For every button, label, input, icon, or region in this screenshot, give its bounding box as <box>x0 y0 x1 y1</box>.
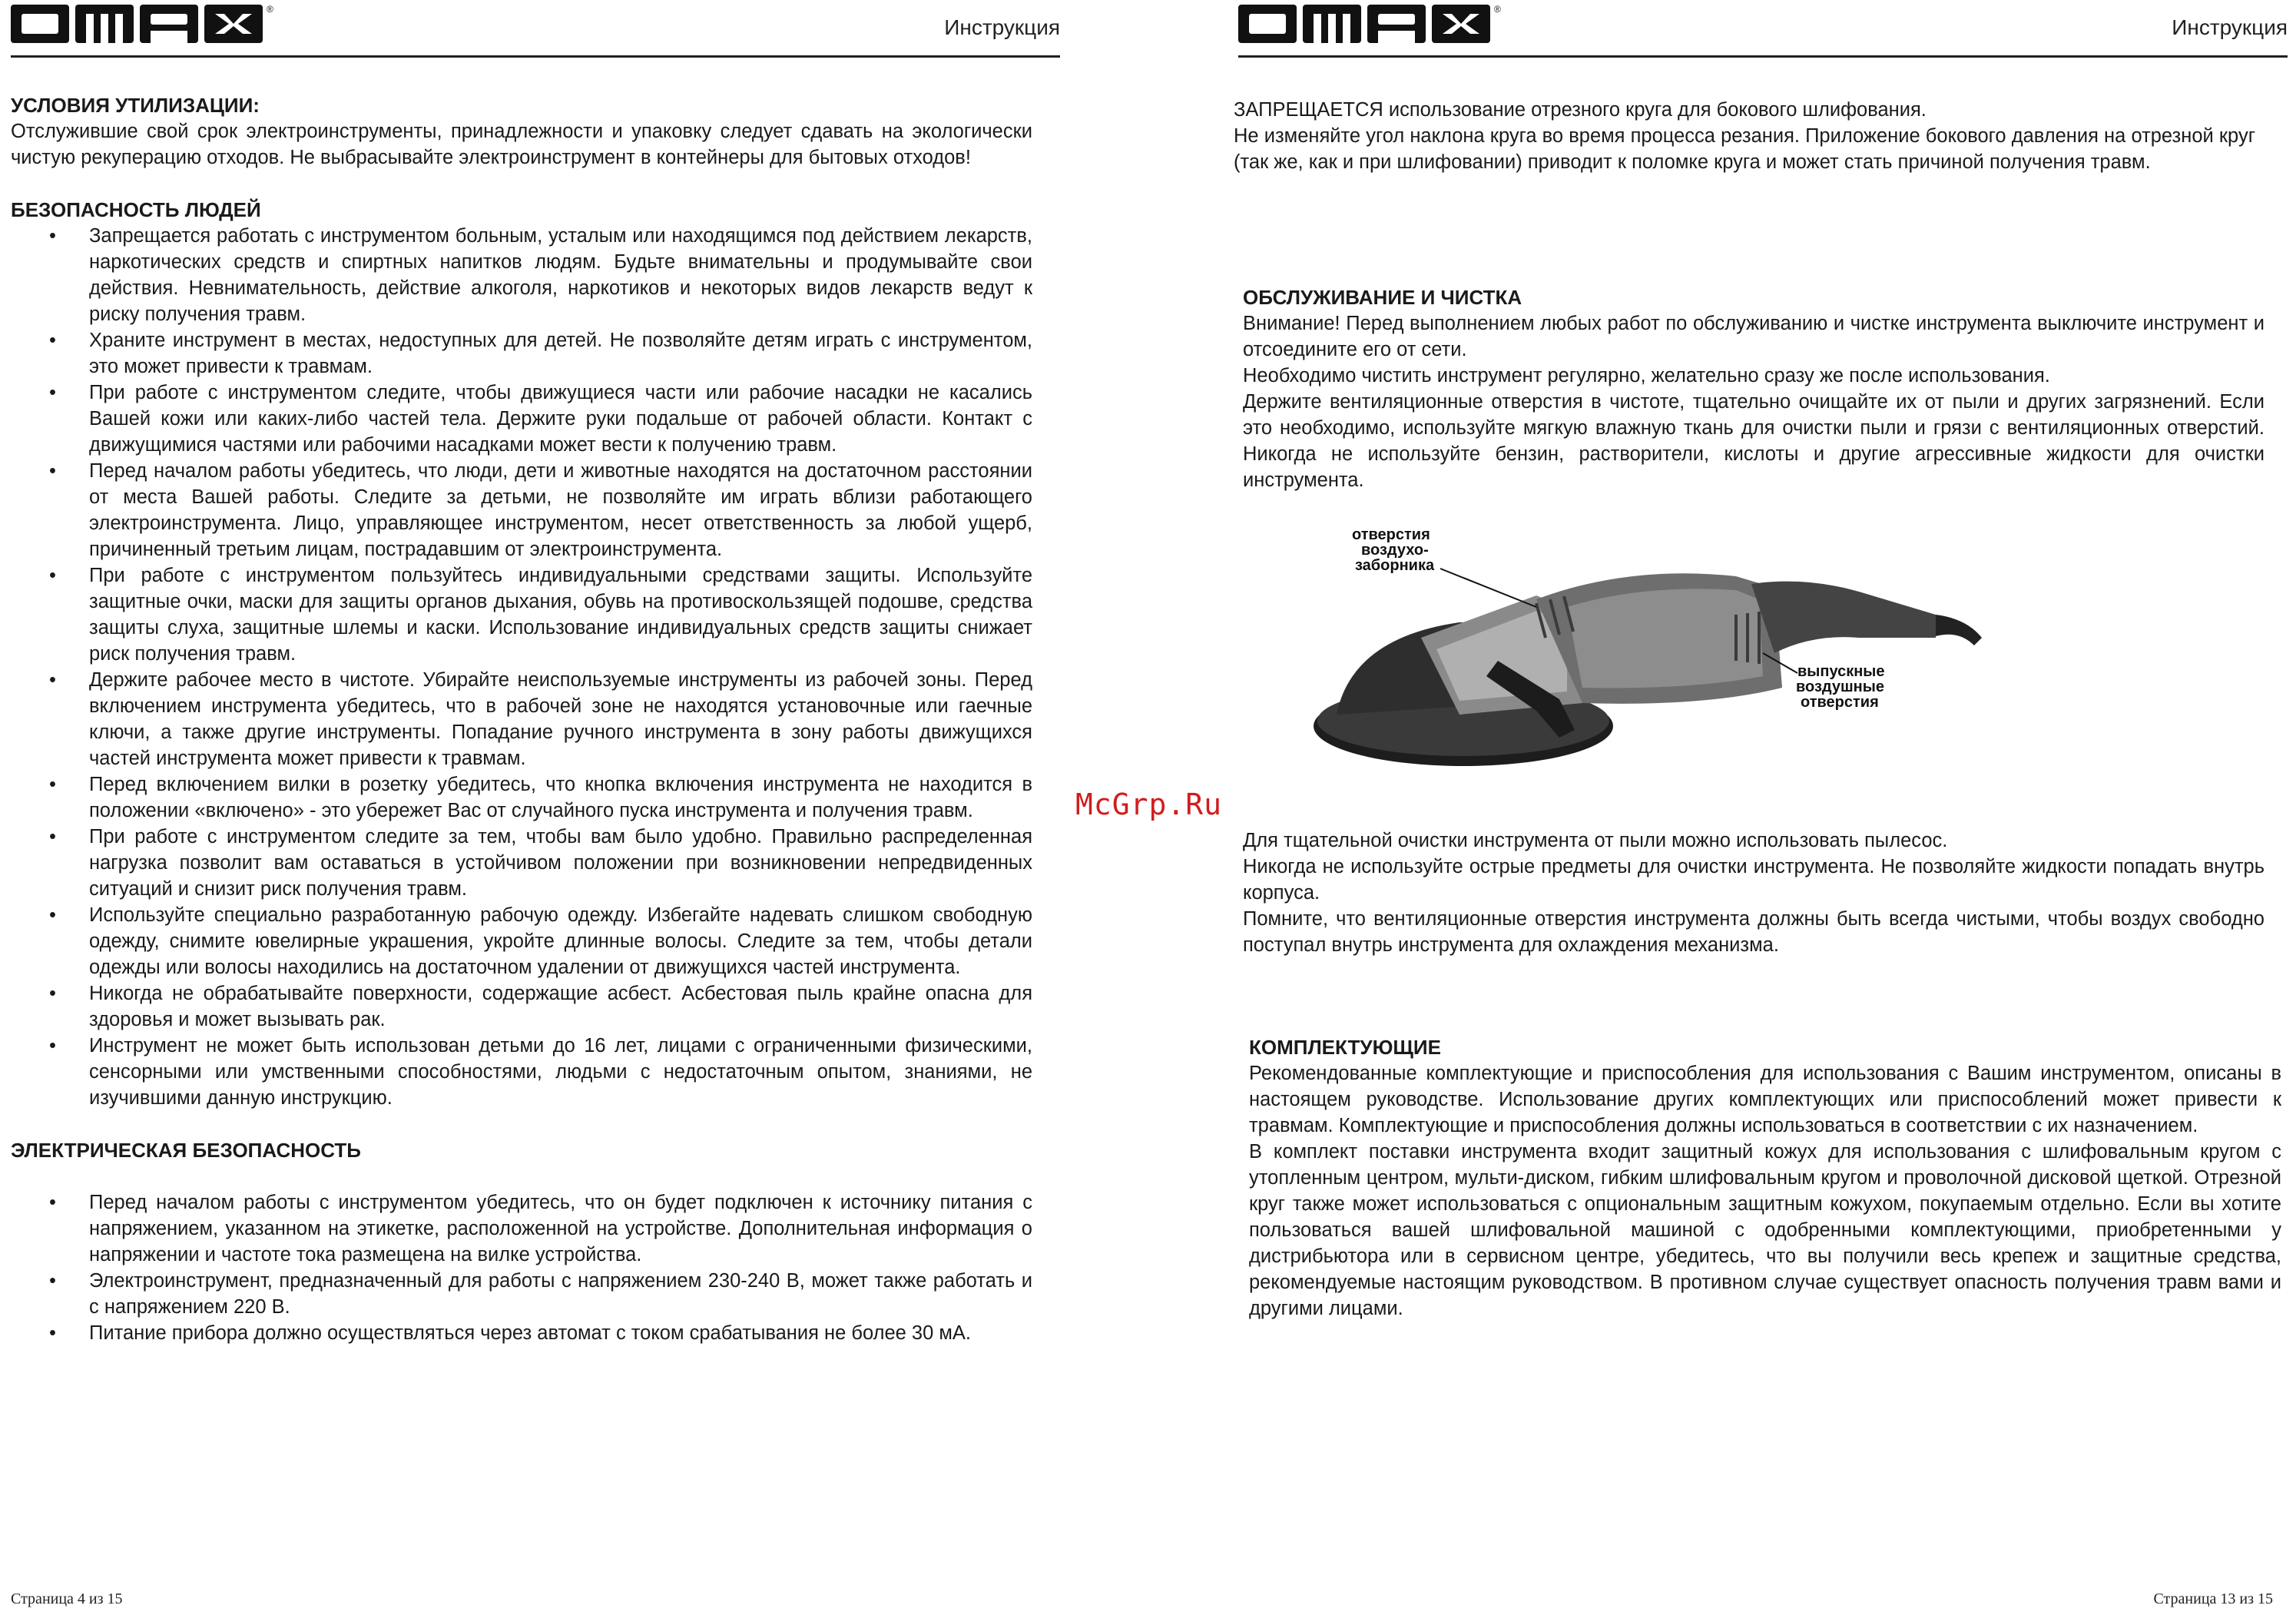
personal-safety-list <box>11 223 1032 1111</box>
list-item: • Никогда не обрабатывайте поверхности, содержащие асбест. Асбестовая пыль крайне опасна для здоровья и может вызывать рак. <box>11 980 1032 1033</box>
svg-text:®: ® <box>1494 4 1501 15</box>
disposal-text: Отслужившие свой срок электроинструменты, принадлежности и упаковку следует сдавать на экологически чистую рекуперацию отходов. Не выбрасывайте электроинструмент в контейнеры для бытовых отходов! <box>11 121 1032 168</box>
section-title-maintenance: ОБСЛУЖИВАНИЕ И ЧИСТКА <box>1243 286 1522 309</box>
header-title: Инструкция <box>944 15 1060 39</box>
list-item: • Запрещается работать с инструментом больным, усталым или находящимся под действием лекарств, наркотических средств и спиртных напитков людям. Будьте внимательны и продумывайте свои действия. Невнимательность, действие алкоголя, наркотиков и некоторых видов лекарств ведут к риску получения травм. <box>11 223 1032 327</box>
left-page <box>0 0 1075 1612</box>
right-page-header <box>1238 0 2288 58</box>
list-item: • Электроинструмент, предназначенный для работы с напряжением 230-240 В, может также работать и с напряжением 220 В. <box>11 1268 1032 1320</box>
maintenance-p2: Необходимо чистить инструмент регулярно, желательно сразу же после использования. <box>1243 365 2050 386</box>
cleaning-p1: Для тщательной очистки инструмента от пыли можно использовать пылесос. <box>1243 830 1948 851</box>
section-title-personal-safety: БЕЗОПАСНОСТЬ ЛЮДЕЙ <box>11 198 261 221</box>
list-item: • Используйте специально разработанную рабочую одежду. Избегайте надевать слишком свободную одежду, снимите ювелирные украшения, укройте длинные волосы. Следите за тем, чтобы детали одежды или волосы находились на достаточном удалении от движущихся частей инструмента. <box>11 902 1032 980</box>
svg-text:®: ® <box>267 4 273 15</box>
list-item: • Перед началом работы с инструментом убедитесь, что он будет подключен к источнику питания с напряжением, указанном на этикетке, расположенной на устройстве. Дополнительная информация о напряжении и частоте тока размещена на вилке устройства. <box>11 1189 1032 1268</box>
cutting-warning-block <box>1234 97 2255 175</box>
svg-text:воздушные: воздушные <box>1796 678 1884 695</box>
section-title-electrical-safety: ЭЛЕКТРИЧЕСКАЯ БЕЗОПАСНОСТЬ <box>11 1139 361 1162</box>
angle-grinder-figure <box>1306 522 1997 784</box>
svg-text:воздухо-: воздухо- <box>1361 542 1429 559</box>
watermark: McGrp.Ru <box>1075 788 1223 821</box>
svg-text:отверстия: отверстия <box>1352 526 1430 543</box>
cutting-warning-line2: Не изменяйте угол наклона круга во время процесса резания. Приложение бокового давления на отрезной круг (так же, как и при шлифовании) приводит к поломке круга и может стать причиной получения травм. <box>1234 125 2255 173</box>
list-item: • При работе с инструментом следите за тем, чтобы вам было удобно. Правильно распределенная нагрузка позволит вам оставаться в устойчивом положении при возникновении непредвиденных ситуаций и снизит риск получения травм. <box>11 824 1032 902</box>
header-title: Инструкция <box>2172 15 2288 39</box>
maintenance-p3: Держите вентиляционные отверстия в чистоте, тщательно очищайте их от пыли и других загрязнений. Если это необходимо, используйте мягкую влажную ткань для очистки пыли и грязи с вентиляционных отверстий. Никогда не используйте бензин, растворители, кислоты и другие агрессивные жидкости для очистки инструмента. <box>1243 391 2265 491</box>
section-title-accessories: КОМПЛЕКТУЮЩИЕ <box>1249 1036 1441 1059</box>
omax-logo <box>1238 3 1507 48</box>
right-page <box>1229 0 2296 1612</box>
cleaning-p2: Никогда не используйте острые предметы для очистки инструмента. Не позволяйте жидкости попадать внутрь корпуса. <box>1243 856 2265 904</box>
left-page-body <box>11 92 1032 1346</box>
electrical-safety-list <box>11 1189 1032 1346</box>
accessories-p2: В комплект поставки инструмента входит защитный кожух для использования с шлифовальным кругом с утопленным центром, мульти-диском, гибким шлифовальным кругом и проволочной дисковой щеткой. Отрезной круг также может использоваться с опциональным защитным кожухом, покупаемым отдельно. Если вы хотите пользоваться вашей шлифовальной машиной с одобренными комплектующими, приобретенными у дистрибьютора или в сервисном центре, убедитесь, что вы получили весь крепеж и защитные средства, рекомендуемые настоящим руководством. В противном случае существует опасность получения травм вами и другими лицами. <box>1249 1141 2281 1319</box>
svg-text:отверстия: отверстия <box>1801 694 1879 711</box>
list-item: • Питание прибора должно осуществляться через автомат с током срабатывания не более 30 мА. <box>11 1320 1032 1346</box>
list-item: • При работе с инструментом следите, чтобы движущиеся части или рабочие насадки не касались Вашей кожи или каких-либо частей тела. Держите руки подальше от рабочей области. Контакт с движущимися частями или рабочими насадками может вести к получению травм. <box>11 380 1032 458</box>
grinder-cord <box>1936 615 1982 645</box>
cleaning-block <box>1243 828 2265 958</box>
maintenance-block <box>1243 284 2265 493</box>
list-item: • Перед включением вилки в розетку убедитесь, что кнопка включения инструмента не находится в положении «включено» - это убережет Вас от случайного пуска инструмента и получения травм. <box>11 771 1032 824</box>
list-item: • При работе с инструментом пользуйтесь индивидуальными средствами защиты. Используйте защитные очки, маски для защиты органов дыхания, обувь на противоскользящей подошве, средства защиты слуха, защитные шлемы и каски. Использование индивидуальных средств защиты снижает риск получения травм. <box>11 562 1032 667</box>
cleaning-p3: Помните, что вентиляционные отверстия инструмента должны быть всегда чистыми, чтобы воздух свободно поступал внутрь инструмента для охлаждения механизма. <box>1243 908 2265 956</box>
maintenance-p1: Внимание! Перед выполнением любых работ по обслуживанию и чистке инструмента выключите инструмент и отсоедините его от сети. <box>1243 313 2265 360</box>
accessories-p1: Рекомендованные комплектующие и приспособления для использования с Вашим инструментом, описаны в настоящем руководстве. Использование других комплектующих или приспособлений может привести к травмам. Комплектующие и приспособления должны использоваться в соответствии с их назначением. <box>1249 1063 2281 1136</box>
list-item: • Перед началом работы убедитесь, что люди, дети и животные находятся на достаточном расстоянии от места Вашей работы. Следите за детьми, не позволяйте им играть вблизи работающего электроинструмента. Лицо, управляющее инструментом, несет ответственность за любой ущерб, причиненный третьим лицам, пострадавшим от электроинструмента. <box>11 458 1032 562</box>
svg-text:выпускные: выпускные <box>1797 663 1885 680</box>
list-item: • Инструмент не может быть использован детьми до 16 лет, лицами с ограниченными физическими, сенсорными или умственными способностями, людьми с недостаточным опытом, знаниями, не изучившими данную инструкцию. <box>11 1033 1032 1111</box>
list-item: • Храните инструмент в местах, недоступных для детей. Не позволяйте детям играть с инструментом, это может привести к травмам. <box>11 327 1032 380</box>
callout-air-intake <box>1352 526 1536 607</box>
section-title-disposal: УСЛОВИЯ УТИЛИЗАЦИИ: <box>11 94 260 117</box>
svg-text:заборника: заборника <box>1355 557 1435 574</box>
cutting-warning-line1: ЗАПРЕЩАЕТСЯ использование отрезного круга для бокового шлифования. <box>1234 99 1927 121</box>
list-item: • Держите рабочее место в чистоте. Убирайте неиспользуемые инструменты из рабочей зоны. Перед включением инструмента убедитесь, что в рабочей зоне не находятся установочные или гаечные ключи, а также другие инструменты. Попадание ручного инструмента в зону работы движущихся частей инструмента может привести к травмам. <box>11 667 1032 771</box>
page-number-left: Страница 4 из 15 <box>11 1590 123 1607</box>
page-number-right: Страница 13 из 15 <box>2153 1590 2273 1607</box>
left-page-header <box>11 0 1060 58</box>
omax-logo <box>11 3 280 48</box>
grinder-rear-handle <box>1751 582 1936 653</box>
accessories-block <box>1249 1034 2281 1322</box>
